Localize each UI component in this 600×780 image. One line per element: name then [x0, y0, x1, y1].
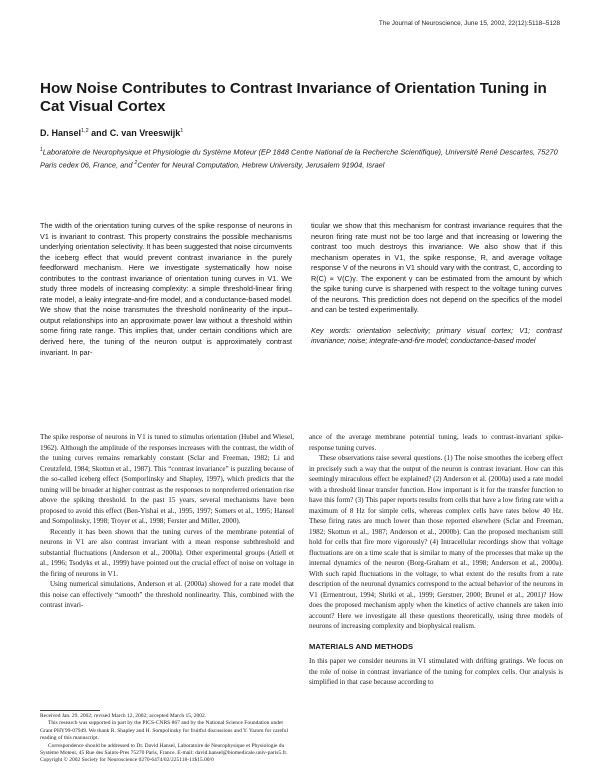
- section-heading-methods: MATERIALS AND METHODS: [309, 641, 414, 651]
- author-name: D. Hansel: [40, 128, 82, 138]
- footnote-received: Received Jan. 29, 2002; revised March 12, 2002; accepted March 15, 2002.: [40, 713, 207, 719]
- affiliation-text: Center for Neural Computation, Hebrew University, Jerusalem 91904, Israel: [137, 160, 385, 170]
- affiliation-marker: 2: [134, 160, 138, 167]
- footnote-acknowledgments: This research was supported in part by the PICS-CNRS 867 and by the National Science Foundation under Grant PHY99-07949. We thank R. Shapley and H. Sompolinsky for fruitful discussions and Y. Yarom for careful reading of this manuscript.: [40, 720, 288, 742]
- author-conjunction: and: [88, 128, 110, 138]
- author-affiliation-marker: 1,2: [81, 128, 89, 134]
- body-paragraph: The spike response of neurons in V1 is tuned to stimulus orientation (Hubel and Wiesel, 1962). Although the amplitude of the responses increases with the contrast, the width of the tuning curves remains remarkably constant (Sclar and Freeman, 1982; Li and Creutzfeld, 1984; Skottun et al., 1987). This “contrast invariance” is puzzling because of the so-called iceberg effect (Somporlinsky and Shapley, 1997), which predicts that the tuning will be broader at higher contrast as the responses to nonpreferred orientation rise above the spiking threshold. In the past 15 years, several mechanisms have been proposed to avoid this effect (Ben-Yishai et al., 1995, 1997; Somers et al., 1995; Hansel and Sompolinsky, 1998; Troyer et al., 1998; Ferster and Miller, 2000).: [40, 433, 294, 525]
- body-column-left: [40, 432, 294, 611]
- abstract-column-left: [40, 221, 292, 358]
- footnote-copyright: Copyright © 2002 Society for Neuroscience 0270-6474/02/225118-11$15.00/0: [40, 757, 214, 764]
- abstract-column-right: [311, 221, 562, 347]
- footnote-divider: [40, 710, 100, 711]
- body-paragraph: Recently it has been shown that the tuning curves of the membrane potential of neurons in V1 are also contrast invariant with a mean response subthreshold and substantial fluctuations (Anderson et al., 2000a). Other experimental groups (Atiell et al., 1996; Tsodyks et al., 1999) have pointed out the crucial effect of noise on voltage in the firing of neurons in V1.: [40, 527, 294, 578]
- affiliation-marker: 1: [40, 147, 43, 153]
- body-paragraph: These observations raise several questions. (1) The noise smoothes the iceberg effect in precisely such a way that the output of the neuron is contrast invariant. How can this seemingly miraculous effect be explained? (2) Anderson et al. (2000a) used a rate model with a threshold linear transfer function. How important is it for the transfer function to have this form? (3) This paper reports results from cells that have a low firing rate with a maximum of 8 Hz for simple cells, whereas complex cells have rates below 40 Hz. These firing rates are much lower than those reported elsewhere (Sclar and Freeman, 1982; Skottun et al., 1987; Anderson et al., 2000b). Can the proposed mechanism still hold for cells that fire more vigorously? (4) Intracellular recordings show that voltage fluctuations are on a time scale that is similar to many of the processes that make up the internal dynamics of the neuron (Borg-Graham et al., 1998; Anderson et al., 2000a). With such rapid fluctuations in the voltage, to what extent do the results from a rate description of the neuronal dynamics correspond to the actual behavior of the neurons in V1 (Ermentrout, 1994; Shriki et al., 1999; Gerstner, 2000; Brunel et al., 2001)? How does the proposed mechanism apply when the kinetics of active channels are taken into account? Here we investigate all these questions theoretically, using three models of neurons of increasing complexity and biophysical realism.: [309, 454, 563, 630]
- footnote-correspondence: Correspondence should be addressed to Dr. David Hansel, Laboratoire de Neurophysique et Physiologie du Système Moteur, 45 Rue des Saints-Pres 75270 Paris, France. E-mail: david.hansel@biomedicale.univ-paris5.fr.: [40, 742, 288, 757]
- body-column-right: [309, 432, 563, 688]
- body-paragraph: ance of the average membrane potential tuning, leads to contrast-invariant spike-response tuning curves.: [309, 433, 563, 452]
- running-head: The Journal of Neuroscience, June 15, 2002, 22(12):5118–5128: [378, 20, 560, 27]
- keywords: Key words: orientation selectivity; primary visual cortex; V1; contrast invariance; noise; integrate-and-fire model; conductance-based model: [311, 325, 562, 346]
- affiliations: [40, 145, 560, 171]
- abstract-text: The width of the orientation tuning curves of the spike response of neurons in V1 is invariant to contrast. This property constrains the possible mechanisms underlying orientation selectivity. It has been suggested that noise circumvents the iceberg effect that would prevent contrast invariance in the purely feedforward mechanism. Here we investigate systematically how noise contributes to the contrast invariance of orientation tuning curves in V1. We study three models of increasing complexity: a simple threshold-linear firing rate model, a leaky integrate-and-fire model, and a conductance-based model. We show that the noise transmutes the threshold nonlinearity of the input–output relationships into an approximate power law without a threshold within some firing rate range. This implies that, under certain conditions which are derived here, the tuning of the neuron output is approximately contrast invariant. In par-: [40, 221, 292, 357]
- author-name: C. van Vreeswijk: [109, 128, 181, 138]
- author-affiliation-marker: 1: [180, 128, 184, 134]
- article-title: How Noise Contributes to Contrast Invariance of Orientation Tuning in Cat Visual Cortex: [40, 80, 547, 115]
- body-paragraph: Using numerical simulations, Anderson et al. (2000a) showed for a rate model that this noise can effectively “smooth” the threshold nonlinearity. This, combined with the contrast invari-: [40, 580, 294, 609]
- body-paragraph: In this paper we consider neurons in V1 stimulated with drifting gratings. We focus on the role of noise in contrast invariance of the tuning for complex cells. Our analysis is simplified in that case because according to: [309, 657, 563, 686]
- footnotes: [40, 713, 294, 765]
- affiliation-text: Laboratoire de Neurophysique et Physiologie du Système Moteur (EP 1848 Centre National de la Recherche Scientifique), Université René Descartes, 75270 Paris cedex 06, France, and: [40, 147, 558, 170]
- abstract-text: ticular we show that this mechanism for contrast invariance requires that the neuron firing rate must not be too large and that increasing or lowering the contrast too much destroys this invariance. We also show that if this mechanism operates in V1, the spike response, R, and average voltage response V of the neurons in V1 should vary with the contrast, C, according to R(C) ∝ V(C)γ. The exponent γ can be estimated from the amount by which the spike tuning curve is sharpened with respect to the voltage tuning curves of the neurons. This prediction does not depend on the specifics of the model and can be tested experimentally.: [311, 221, 562, 315]
- author-line: [40, 128, 183, 138]
